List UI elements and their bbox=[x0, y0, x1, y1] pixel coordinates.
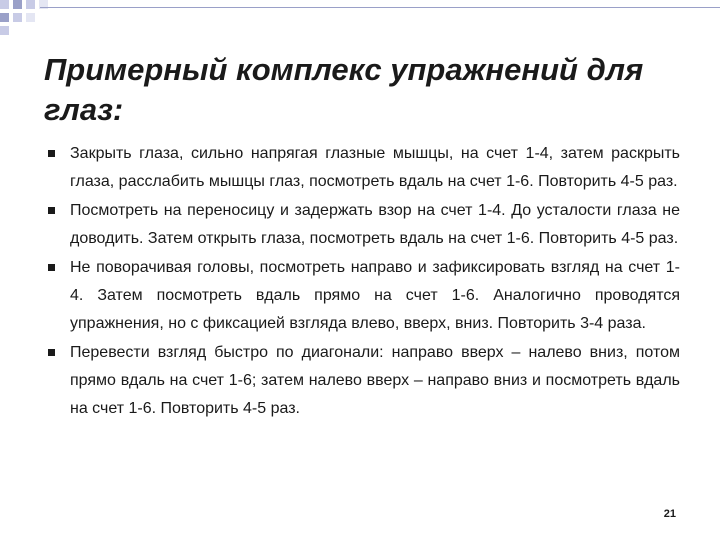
page-number: 21 bbox=[663, 508, 676, 520]
list-item-text: Не поворачивая головы, посмотреть направо и зафиксировать взгляд на счет 1-4. Затем посмотреть вдаль прямо на счет 1-6. Аналогично проводятся упражнения, но с фиксацией взгляда влево, вверх, вниз. Повторить 3-4 раза. bbox=[70, 259, 680, 332]
list-item bbox=[48, 140, 680, 196]
square-bullet-icon bbox=[48, 207, 55, 214]
header-divider bbox=[40, 7, 720, 8]
list-item bbox=[48, 197, 680, 253]
slide-title: Примерный комплекс упражнений для глаз: bbox=[44, 52, 644, 127]
square-bullet-icon bbox=[48, 150, 55, 157]
list-item-text: Закрыть глаза, сильно напрягая глазные мышцы, на счет 1-4, затем раскрыть глаза, расслабить мышцы глаз, посмотреть вдаль на счет 1-6. Повторить 4-5 раз. bbox=[70, 145, 680, 190]
list-item-text: Посмотреть на переносицу и задержать взор на счет 1-4. До усталости глаза не доводить. Затем открыть глаза, посмотреть вдаль на счет 1-6. Повторить 4-5 раз. bbox=[70, 202, 680, 247]
list-item bbox=[48, 254, 680, 338]
square-bullet-icon bbox=[48, 349, 55, 356]
list-item bbox=[48, 339, 680, 423]
exercise-list bbox=[48, 140, 680, 423]
corner-squares-icon bbox=[0, 0, 60, 40]
square-bullet-icon bbox=[48, 264, 55, 271]
list-item-text: Перевести взгляд быстро по диагонали: направо вверх – налево вниз, потом прямо вдаль на счет 1-6; затем налево вверх – направо вниз и посмотреть вдаль на счет 1-6. Повторить 4-5 раз. bbox=[70, 344, 680, 417]
